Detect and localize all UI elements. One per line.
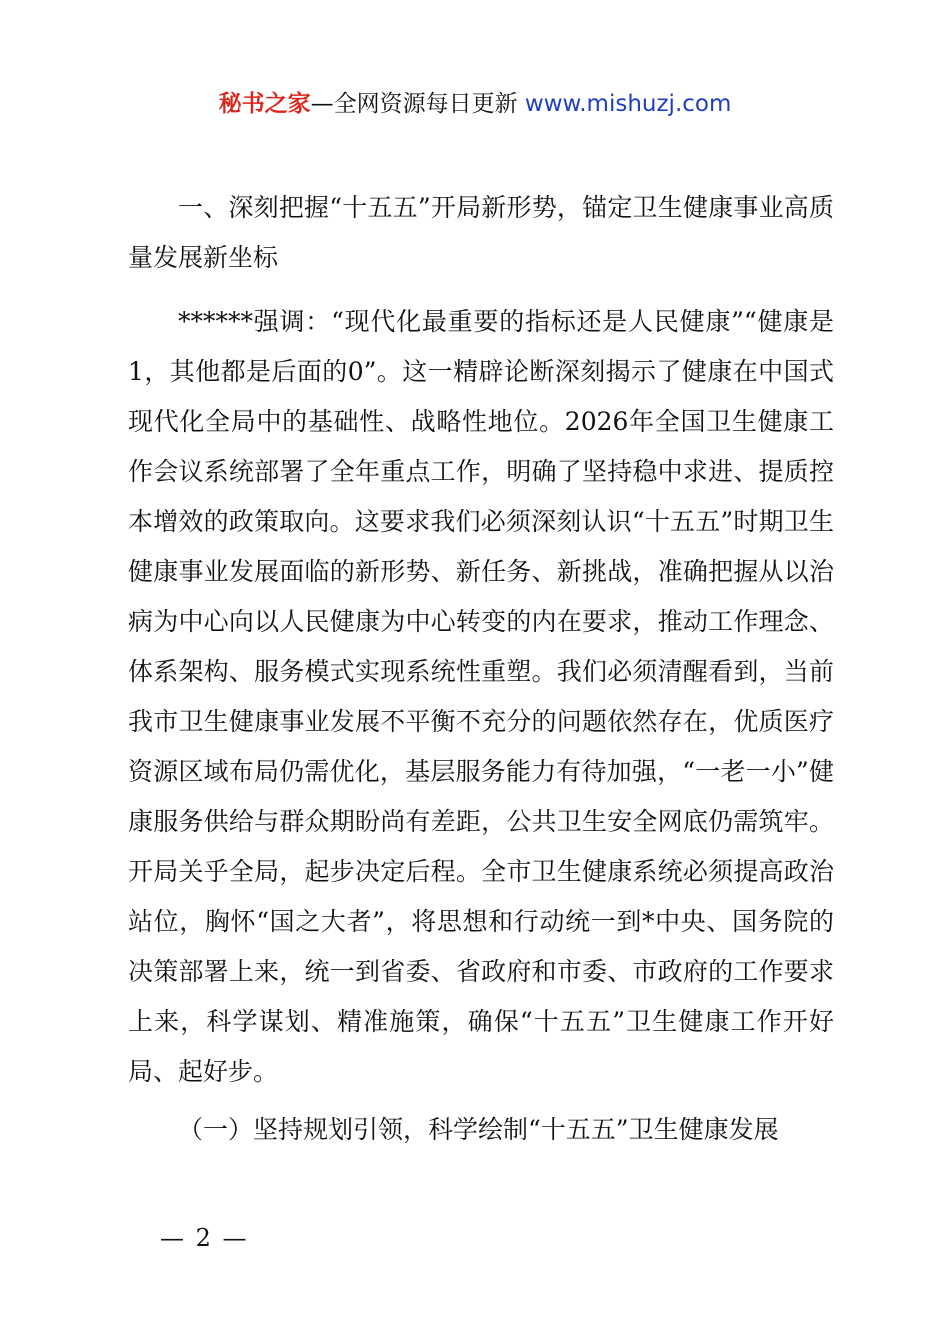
subsection-heading: （一）坚持规划引领，科学绘制“十五五”卫生健康发展 [178,1115,779,1144]
paragraph-spacer [128,283,834,297]
paragraph-spacer [128,1097,834,1105]
page-header [0,86,950,122]
body-paragraph: ******强调：“现代化最重要的指标还是人民健康”“健康是1，其他都是后面的0”。这一精辟论断深刻揭示了健康在中国式现代化全局中的基础性、战略性地位。2026年全国卫生健康工作会议系统部署了全年重点工作，明确了坚持稳中求进、提质控本增效的政策取向。这要求我们必须深刻认识“十五五”时期卫生健康事业发展面临的新形势、新任务、新挑战，准确把握从以治病为中心向以人民健康为中心转变的内在要求，推动工作理念、体系架构、服务模式实现系统性重塑。我们必须清醒看到，当前我市卫生健康事业发展不平衡不充分的问题依然存在，优质医疗资源区域布局仍需优化，基层服务能力有待加强，“一老一小”健康服务供给与群众期盼尚有差距，公共卫生安全网底仍需筑牢。开局关乎全局，起步决定后程。全市卫生健康系统必须提高政治站位，胸怀“国之大者”，将思想和行动统一到*中央、国务院的决策部署上来，统一到省委、省政府和市委、市政府的工作要求上来，科学谋划、精准施策，确保“十五五”卫生健康工作开好局、起好步。 [128,307,834,1086]
site-brand: 秘书之家 [218,91,311,117]
page-number: — 2 — [160,1224,249,1252]
site-tagline: —全网资源每日更新 [310,91,518,117]
site-url-link[interactable]: www.mishuzj.com [517,91,732,117]
document-body [128,183,834,1155]
section-heading: 一、深刻把握“十五五”开局新形势，锚定卫生健康事业高质量发展新坐标 [128,193,834,272]
